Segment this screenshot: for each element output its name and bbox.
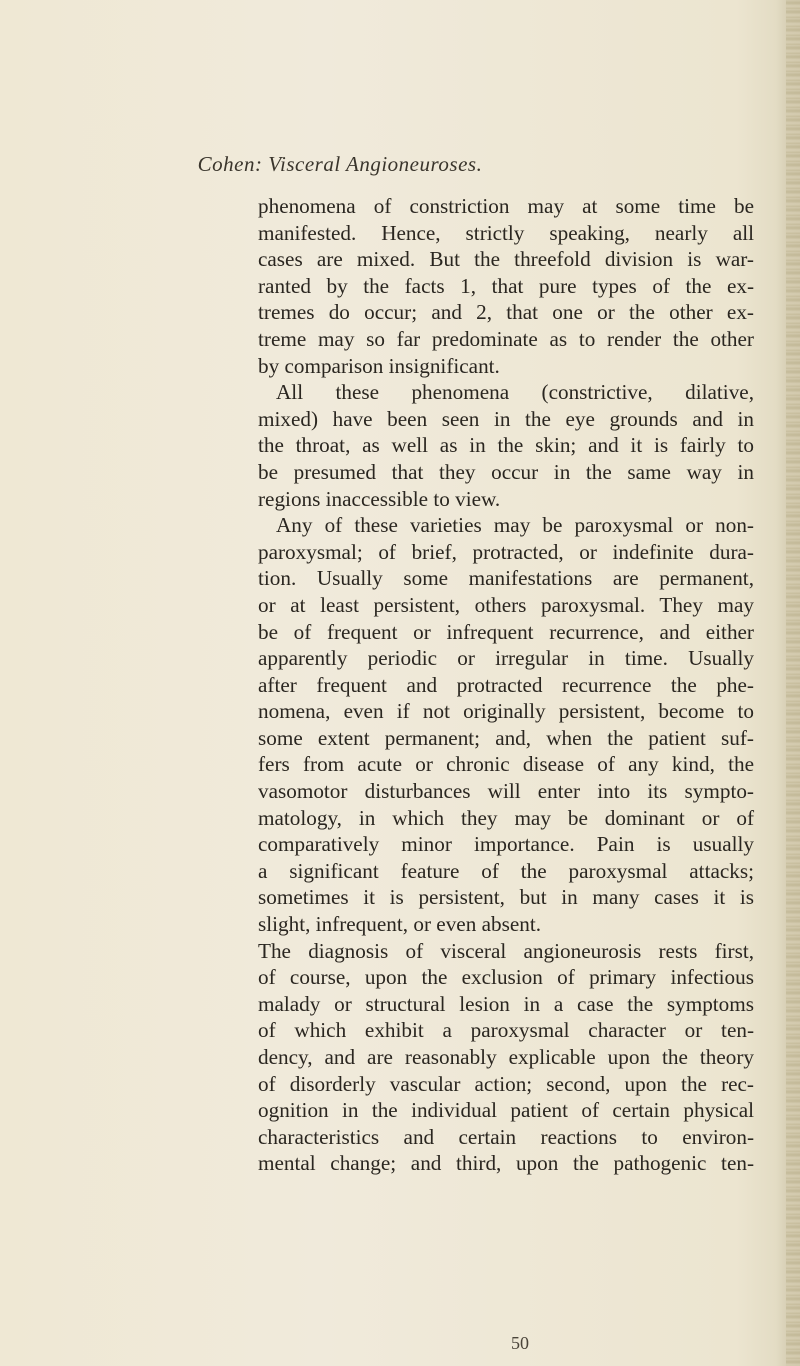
text-line: dency, and are reasonably explicable upon the theory — [258, 1045, 754, 1069]
paragraph — [258, 379, 754, 512]
text-line: characteristics and certain reactions to environ- — [258, 1124, 754, 1149]
text-line: manifested. Hence, strictly speaking, nearly all — [258, 220, 754, 245]
text-line: malady or structural lesion in a case the symptoms — [258, 991, 754, 1016]
body-text — [258, 193, 754, 1177]
text-line: regions inaccessible to view. — [258, 486, 501, 511]
text-line: ranted by the facts 1, that pure types of the ex- — [258, 273, 754, 298]
text-line: mixed) have been seen in the eye grounds and in — [258, 406, 754, 431]
running-head: Cohen: Visceral Angioneuroses. — [197, 152, 483, 176]
text-line: cases are mixed. But the threefold division is war- — [258, 247, 754, 272]
page-number: 50 — [511, 1333, 529, 1353]
text-line: apparently periodic or irregular in time. Usually — [258, 646, 754, 671]
paragraph — [258, 938, 754, 1177]
text-line: treme may so far predominate as to render the other — [258, 326, 754, 351]
text-line: fers from acute or chronic disease of any kind, the — [258, 752, 754, 777]
text-line: a significant feature of the paroxysmal attacks; — [258, 858, 754, 883]
text-line: All these phenomena (constrictive, dilative, — [276, 380, 754, 405]
text-line: of disorderly vascular action; second, upon the rec- — [258, 1071, 754, 1096]
text-line: by comparison insignificant. — [258, 353, 500, 378]
text-line: nomena, even if not originally persistent, become to — [258, 699, 754, 724]
text-line: be of frequent or infrequent recurrence, and either — [258, 619, 754, 644]
text-line: vasomotor disturbances will enter into its sympto- — [258, 779, 754, 804]
paragraph — [258, 193, 754, 379]
text-line: slight, infrequent, or even absent. — [258, 912, 542, 937]
text-line: of which exhibit a paroxysmal character or ten- — [258, 1018, 754, 1043]
text-line: paroxysmal; of brief, protracted, or indefinite dura- — [258, 539, 754, 564]
text-line: matology, in which they may be dominant or of — [258, 805, 754, 830]
text-line: sometimes it is persistent, but in many cases it is — [258, 885, 754, 910]
text-line: Any of these varieties may be paroxysmal or non- — [276, 513, 754, 538]
text-line: ognition in the individual patient of certain physical — [258, 1098, 754, 1123]
text-line: tion. Usually some manifestations are permanent, — [258, 566, 754, 591]
text-line: the throat, as well as in the skin; and it is fairly to — [258, 433, 754, 458]
text-line: after frequent and protracted recurrence the phe- — [258, 672, 754, 697]
text-line: be presumed that they occur in the same way in — [258, 459, 754, 484]
text-line: mental change; and third, upon the pathogenic ten- — [258, 1151, 754, 1176]
text-line: or at least persistent, others paroxysmal. They may — [258, 592, 754, 617]
text-line: tremes do occur; and 2, that one or the other ex- — [258, 300, 754, 325]
text-line: some extent permanent; and, when the patient suf- — [258, 725, 754, 750]
page-edge — [786, 0, 800, 1366]
text-line: phenomena of constriction may at some time be — [258, 194, 754, 218]
text-line: comparatively minor importance. Pain is usually — [258, 832, 754, 857]
text-line: of course, upon the exclusion of primary infectious — [258, 965, 754, 990]
paragraph — [258, 512, 754, 938]
text-line: The diagnosis of visceral angioneurosis rests first, — [258, 938, 754, 963]
